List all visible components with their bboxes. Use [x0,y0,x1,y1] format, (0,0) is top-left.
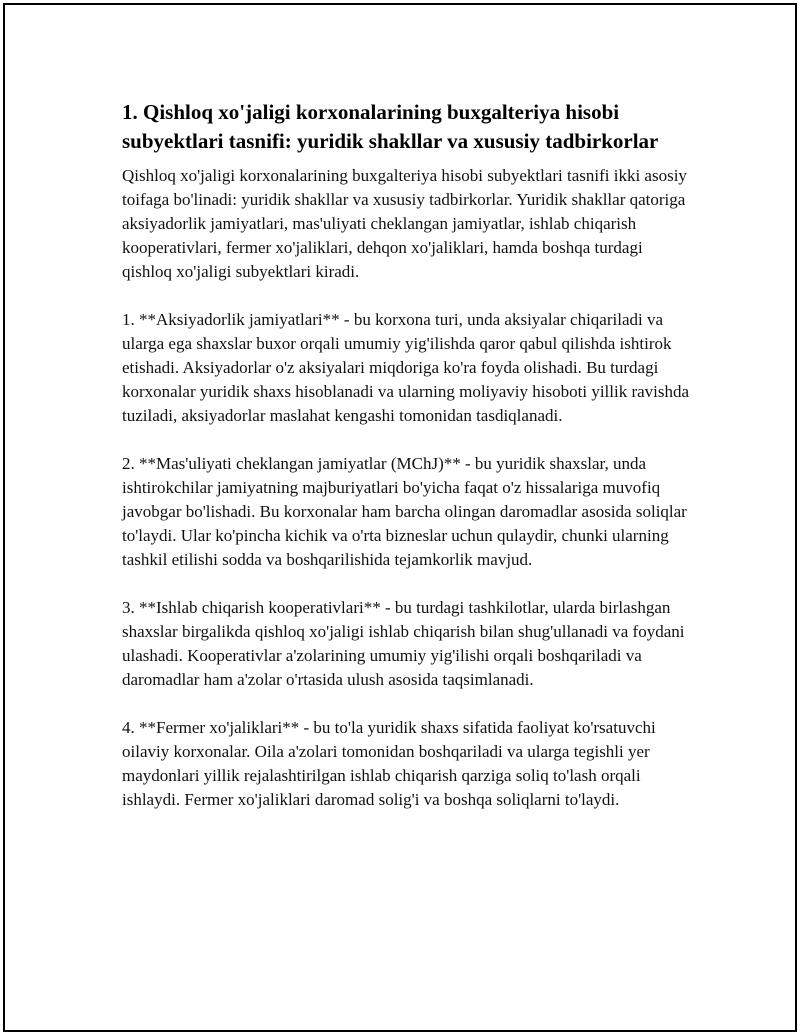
paragraph-fermer: 4. **Fermer xo'jaliklari** - bu to'la yuridik shaxs sifatida faoliyat ko'rsatuvchi oilaviy korxonalar. Oila a'zolari tomonidan boshqariladi va ularga tegishli yer maydonlari yillik rejalashtirilgan ishlab chiqarish qarziga soliq to'lash orqali ishlaydi. Fermer xo'jaliklari daromad solig'i va boshqa soliqlarni to'laydi. [122,718,656,809]
paragraph-aksiyadorlik: 1. **Aksiyadorlik jamiyatlari** - bu korxona turi, unda aksiyalar chiqariladi va ularga ega shaxslar buxor orqali umumiy yig'ilishda qaror qabul qilishda ishtirok etishadi. Aksiyadorlar o'z aksiyalari miqdoriga ko'ra foyda olishadi. Bu turdagi korxonalar yuridik shaxs hisoblanadi va ularning moliyaviy hisoboti yillik ravishda tuziladi, aksiyadorlar maslahat kengashi tomonidan tasdiqlanadi. [122,310,690,425]
document-body [122,98,692,812]
paragraph-kooperativlar: 3. **Ishlab chiqarish kooperativlari** - bu turdagi tashkilotlar, ularda birlashgan shaxslar birgalikda qishloq xo'jaligi ishlab chiqarish bilan shug'ullanadi va foydani ulashadi. Kooperativlar a'zolarining umumiy yig'ilishi orqali boshqariladi va daromadlar ham a'zolar o'rtasida ulush asosida taqsimlanadi. [122,598,685,689]
intro-paragraph: Qishloq xo'jaligi korxonalarining buxgalteriya hisobi subyektlari tasnifi ikki asosiy toifaga bo'linadi: yuridik shakllar va xususiy tadbirkorlar. Yuridik shakllar qatoriga aksiyadorlik jamiyatlari, mas'uliyati cheklangan jamiyatlar, ishlab chiqarish kooperativlari, fermer xo'jaliklari, dehqon xo'jaliklari, hamda boshqa turdagi qishloq xo'jaligi subyektlari kiradi. [122,166,687,281]
document-title: 1. Qishloq xo'jaligi korxonalarining buxgalteriya hisobi subyektlari tasnifi: yuridik shakllar va xususiy tadbirkorlar [122,100,659,153]
page-frame [3,3,797,1032]
paragraph-mchj: 2. **Mas'uliyati cheklangan jamiyatlar (MChJ)** - bu yuridik shaxslar, unda ishtirokchilar jamiyatning majburiyatlari bo'yicha faqat o'z hissalariga muvofiq javobgar bo'lishadi. Bu korxonalar ham barcha olingan daromadlar asosida soliqlar to'laydi. Ular ko'pincha kichik va o'rta bizneslar uchun qulaydir, chunki ularning tashkil etilishi sodda va boshqarilishida tejamkorlik mavjud. [122,454,687,569]
